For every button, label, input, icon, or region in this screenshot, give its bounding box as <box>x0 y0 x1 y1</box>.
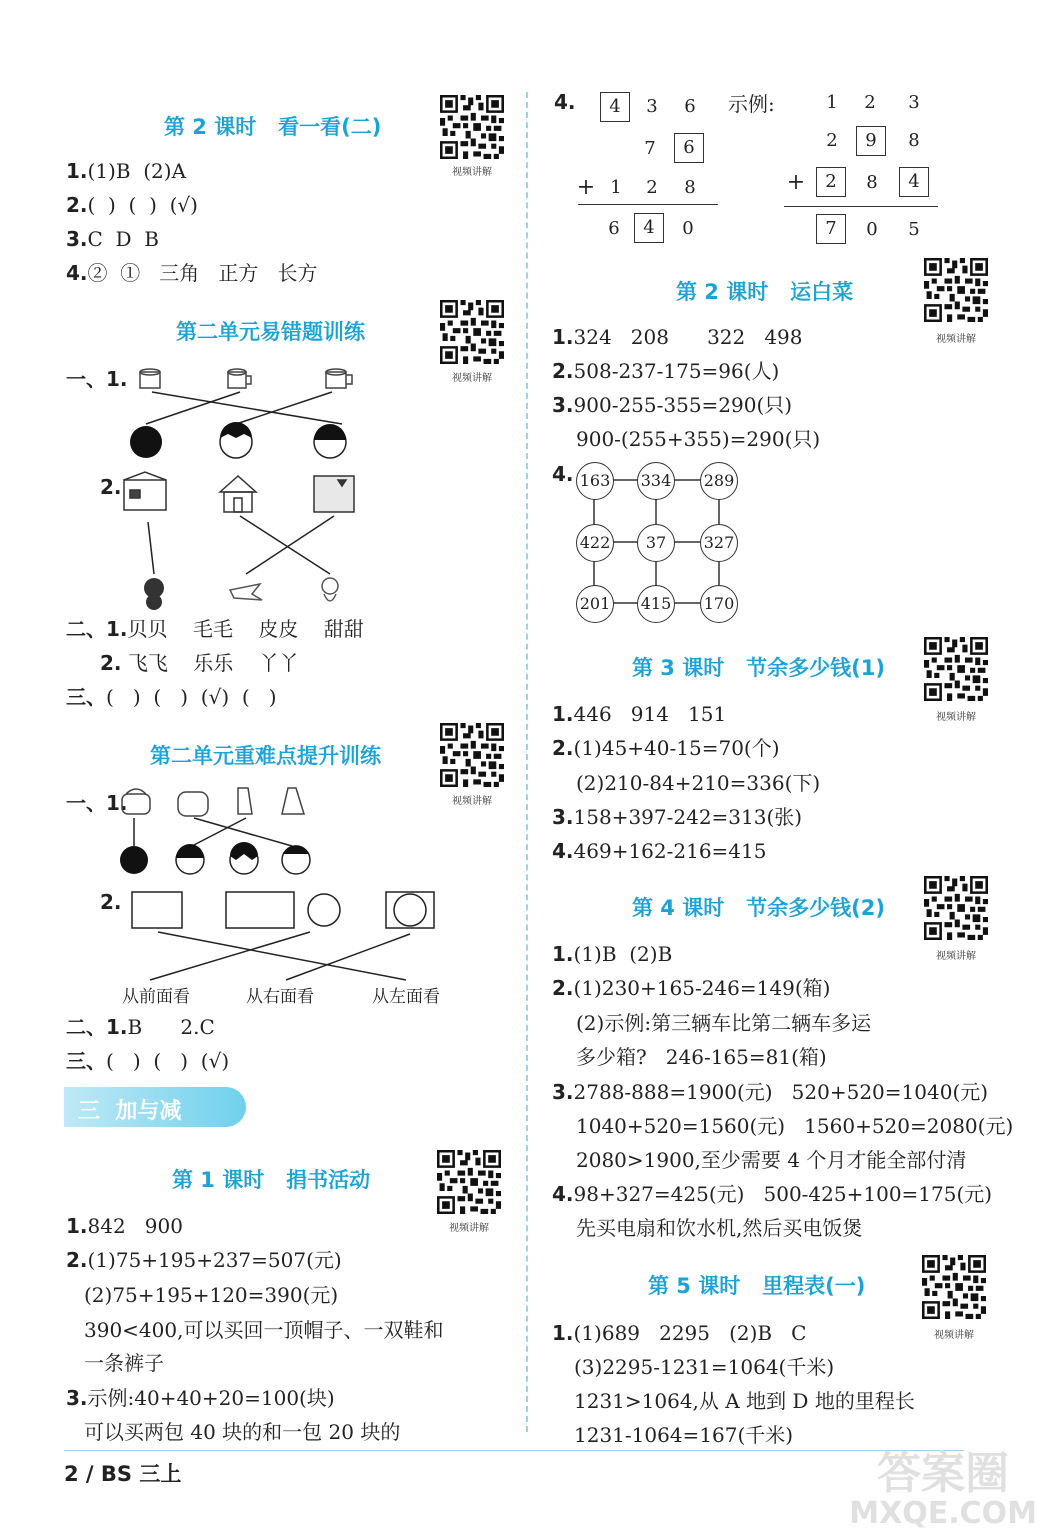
grid-number: 289 <box>700 462 738 500</box>
sum-line <box>578 204 718 205</box>
page-footer: 2 / BS 三上 <box>64 1462 182 1486</box>
answer-line: 2.(1)75+195+237=507(元) <box>66 1248 342 1272</box>
view-label: 从右面看 <box>246 987 314 1007</box>
digit: 8 <box>866 172 878 193</box>
qr-code-icon[interactable] <box>924 258 988 322</box>
qr-label: 视频讲解 <box>452 167 492 178</box>
answer-line: 2.( ) ( ) (√) <box>66 193 198 217</box>
answer-line: 3.900-255-355=290(只) <box>552 393 793 417</box>
answer-line: 1231>1064,从 A 地到 D 地的里程长 <box>574 1389 915 1413</box>
answer-line: 1.(1)B (2)B <box>552 942 673 966</box>
grid-number: 37 <box>637 524 675 562</box>
lesson-heading: 第 3 课时 节余多少钱(1) <box>632 656 885 680</box>
answer-box: 9 <box>856 126 886 156</box>
answer-line: 2.(1)230+165-246=149(箱) <box>552 976 831 1000</box>
digit: 0 <box>682 218 694 239</box>
grid-number: 170 <box>700 585 738 623</box>
answer-line: (2)示例:第三辆车比第二辆车多运 <box>576 1011 872 1035</box>
grid-number: 327 <box>700 524 738 562</box>
answer-line: 390<400,可以买回一顶帽子、一双鞋和 <box>84 1318 444 1342</box>
footer-rule <box>64 1450 964 1451</box>
digit: 8 <box>684 177 696 198</box>
answer-line: (2)75+195+120=390(元) <box>84 1283 339 1307</box>
answer-line: 3.158+397-242=313(张) <box>552 805 803 829</box>
answer-line: 4.② ① 三角 正方 长方 <box>66 261 318 285</box>
grid-number: 201 <box>576 585 614 623</box>
lesson-heading: 第 4 课时 节余多少钱(2) <box>632 896 885 920</box>
answer-line: 3.C D B <box>66 227 159 251</box>
answer-line: 可以买两包 40 块的和一包 20 块的 <box>84 1420 401 1444</box>
answer-box: 4 <box>899 167 929 197</box>
qr-label: 视频讲解 <box>452 373 492 384</box>
qr-code-icon[interactable] <box>924 876 988 940</box>
answer-line: 1040+520=1560(元) 1560+520=2080(元) <box>576 1114 1014 1138</box>
digit: 2 <box>864 92 876 113</box>
digit: 6 <box>684 96 696 117</box>
qr-code-icon[interactable] <box>440 95 504 159</box>
digit: 2 <box>646 177 658 198</box>
answer-line: 1.842 900 <box>66 1214 183 1238</box>
question-number: 4. <box>552 462 574 486</box>
example-label: 示例: <box>728 92 775 116</box>
lesson-heading: 第 5 课时 里程表(一) <box>648 1274 866 1298</box>
qr-label: 视频讲解 <box>449 1223 489 1234</box>
section-heading: 第二单元易错题训练 <box>176 320 365 344</box>
answer-line: 1.324 208 322 498 <box>552 325 803 349</box>
qr-label: 视频讲解 <box>936 951 976 962</box>
answer-line: 二、1.贝贝 毛毛 皮皮 甜甜 <box>66 617 364 641</box>
answer-line: 4.98+327=425(元) 500-425+100=175(元) <box>552 1182 993 1206</box>
answer-line: 4.469+162-216=415 <box>552 839 767 863</box>
plus-sign: + <box>786 170 806 195</box>
grid-number: 334 <box>637 462 675 500</box>
view-label: 从前面看 <box>122 987 190 1007</box>
qr-label: 视频讲解 <box>936 712 976 723</box>
digit: 0 <box>866 219 878 240</box>
unit-banner: 三 加与减 <box>64 1087 246 1127</box>
watermark-logo: 答案圈 MXQE.COM <box>849 1448 1037 1531</box>
digit: 7 <box>644 138 656 159</box>
answer-line: (2)210-84+210=336(下) <box>576 771 821 795</box>
answer-line: 3.2788-888=1900(元) 520+520=1040(元) <box>552 1080 989 1104</box>
qr-label: 视频讲解 <box>936 334 976 345</box>
lesson-heading: 第 1 课时 捐书活动 <box>172 1168 371 1192</box>
cup-child-matching-figure <box>110 360 370 470</box>
lesson-heading: 第 2 课时 运白菜 <box>676 280 854 304</box>
digit: 5 <box>908 219 920 240</box>
answer-line: 一条裤子 <box>84 1351 164 1375</box>
question-number: 4. <box>554 90 576 114</box>
digit: 8 <box>908 130 920 151</box>
qr-code-icon[interactable] <box>440 300 504 364</box>
answer-box: 7 <box>816 214 846 244</box>
answer-line: (3)2295-1231=1064(千米) <box>574 1355 835 1379</box>
answer-line: 三、( ) ( ) (√) <box>66 1049 230 1073</box>
column-divider <box>526 92 528 1432</box>
digit: 2 <box>826 130 838 151</box>
answer-line: 3.示例:40+40+20=100(块) <box>66 1386 335 1410</box>
answer-line: 三、( ) ( ) (√) ( ) <box>66 685 277 709</box>
views-matching-figure <box>110 884 450 984</box>
answer-line: 1.446 914 151 <box>552 702 727 726</box>
qr-label: 视频讲解 <box>452 796 492 807</box>
question-number: 一、1. <box>66 367 128 391</box>
answer-box: 2 <box>816 167 846 197</box>
qr-code-icon[interactable] <box>924 637 988 701</box>
question-number: 一、1. <box>66 791 128 815</box>
answer-line: 2.508-237-175=96(人) <box>552 359 780 383</box>
answer-box: 4 <box>634 213 664 243</box>
bag-child-matching-figure <box>110 784 330 884</box>
answer-line: 多少箱? 246-165=81(箱) <box>576 1045 827 1069</box>
digit: 6 <box>608 218 620 239</box>
answer-box: 6 <box>674 133 704 163</box>
sum-line <box>784 206 938 207</box>
digit: 1 <box>826 92 838 113</box>
answer-line: 二、1.B 2.C <box>66 1015 215 1039</box>
grid-number: 422 <box>576 524 614 562</box>
house-animal-matching-figure <box>110 470 370 610</box>
digit: 3 <box>646 96 658 117</box>
question-number: 2. <box>100 890 122 914</box>
answer-line: 1.(1)689 2295 (2)B C <box>552 1321 807 1345</box>
section-heading: 第二单元重难点提升训练 <box>150 744 381 768</box>
qr-code-icon[interactable] <box>922 1255 986 1319</box>
lesson-heading: 第 2 课时 看一看(二) <box>164 115 382 139</box>
grid-number: 163 <box>576 462 614 500</box>
answer-line: 1.(1)B (2)A <box>66 159 187 183</box>
qr-label: 视频讲解 <box>934 1330 974 1341</box>
answer-line: 2080>1900,至少需要 4 个月才能全部付清 <box>576 1148 967 1172</box>
digit: 1 <box>610 177 622 198</box>
qr-code-icon[interactable] <box>440 723 504 787</box>
answer-line: 900-(255+355)=290(只) <box>576 427 821 451</box>
view-label: 从左面看 <box>372 987 440 1007</box>
answer-line: 2. 飞飞 乐乐 丫丫 <box>100 651 299 675</box>
answer-line: 2.(1)45+40-15=70(个) <box>552 736 780 760</box>
qr-code-icon[interactable] <box>437 1150 501 1214</box>
answer-box: 4 <box>600 92 630 122</box>
grid-number: 415 <box>637 585 675 623</box>
answer-line: 先买电扇和饮水机,然后买电饭煲 <box>576 1216 863 1240</box>
question-number: 2. <box>100 475 122 499</box>
plus-sign: + <box>576 175 596 200</box>
answer-line: 1231-1064=167(千米) <box>574 1423 794 1447</box>
digit: 3 <box>908 92 920 113</box>
